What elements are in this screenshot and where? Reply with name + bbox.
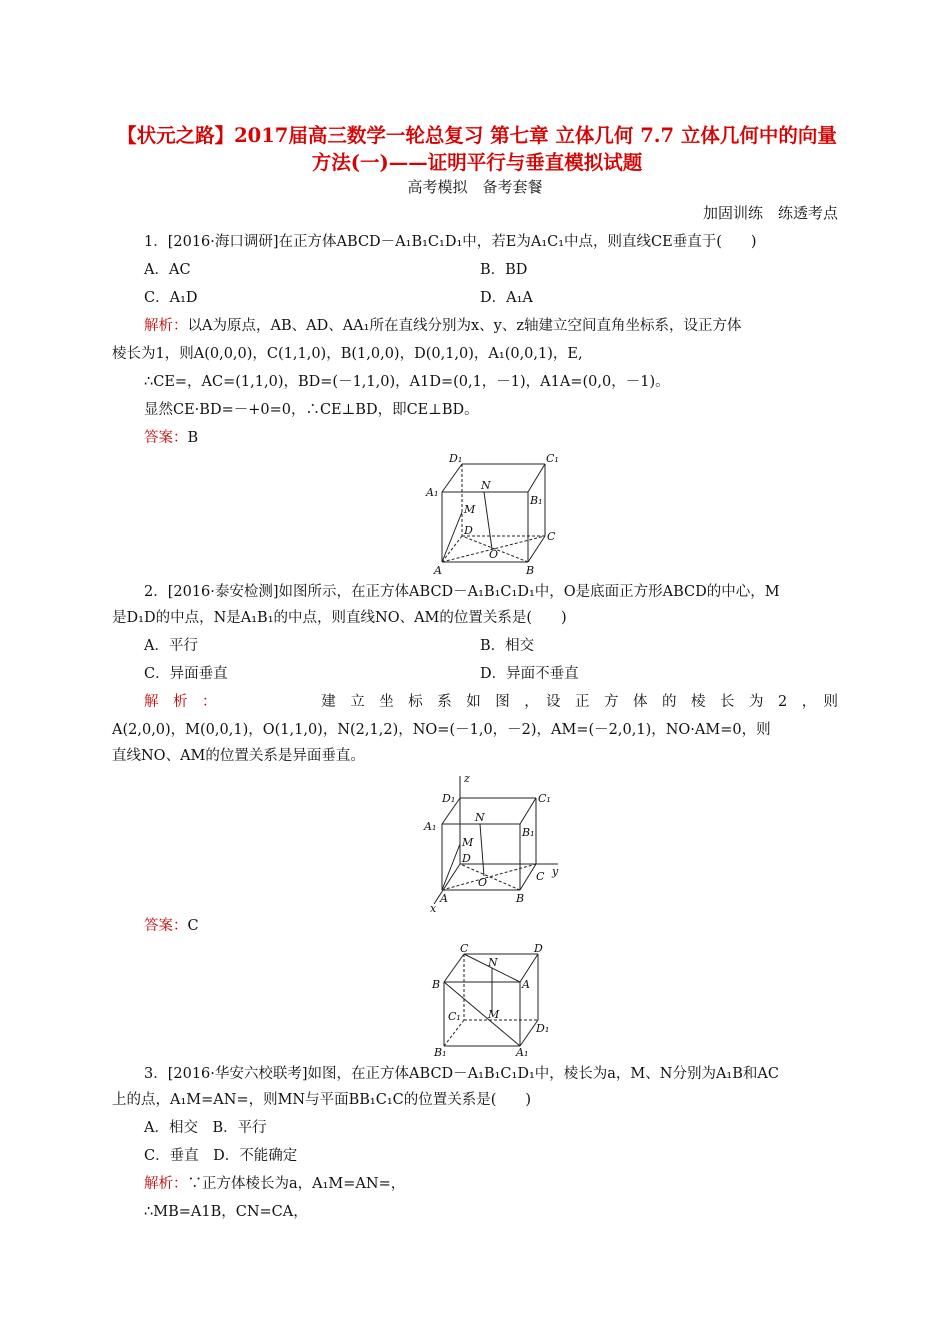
fig2-label-C: C [536,870,545,883]
fig1-label-A1: A₁ [426,486,439,499]
section-tag: 加固训练 练透考点 [702,204,838,222]
q2-answer-line [144,916,199,936]
fig3-label-D1: D₁ [536,1022,550,1035]
fig1-label-B: B [526,564,535,577]
figure-1-cube [420,452,565,577]
fig1-label-C1: C₁ [546,452,559,465]
q1-analysis-2: 棱长为1，则A(0,0,0)，C(1,1,0)，B(1,0,0)，D(0,1,0)，A₁(0,0,1)，E, [112,346,583,362]
q3-analysis-text: ∵正方体棱长为a，A₁M=AN=， [187,1176,406,1192]
fig1-label-M: M [464,503,476,516]
fig2-label-B: B [516,892,525,905]
fig3-label-C1: C₁ [448,1010,461,1023]
q3-options-cd: C．垂直 D．不能确定 [144,1148,298,1164]
q2-option-c: C．异面垂直 [144,666,228,682]
fig2-label-O: O [478,876,488,889]
fig2-label-N: N [475,811,485,824]
q2-option-a: A．平行 [144,638,198,654]
q1-analysis-label: 解析： [144,318,188,334]
q3-stem-1: 3．[2016·华安六校联考]如图，在正方体ABCD－A₁B₁C₁D₁中，棱长为a，M、N分别为A₁B和AC [144,1066,779,1082]
fig1-label-D: D [464,524,473,537]
fig1-label-N: N [481,479,491,492]
fig1-label-D1: D₁ [449,452,463,465]
fig2-label-A: A [440,892,448,905]
fig1-label-B1: B₁ [530,494,543,507]
q3-analysis-line [144,1174,405,1194]
q3-analysis-2: ∴MB=A1B，CN=CA， [144,1204,308,1220]
figure-3-cube [430,944,555,1059]
q2-answer: C [187,918,199,934]
fig3-label-M: M [488,1008,500,1021]
fig2-label-y: y [552,865,559,878]
q2-analysis-text: 建 立 坐 标 系 如 图 ， 设 正 方 体 的 棱 长 为 2 ， 则 [321,694,838,710]
q1-option-a: A．AC [144,262,191,278]
q2-stem-2: 是D₁D的中点，N是A₁B₁的中点，则直线NO、AM的位置关系是( ) [112,610,567,626]
q3-stem-2: 上的点，A₁M=AN=，则MN与平面BB₁C₁C的位置关系是( ) [112,1092,532,1108]
fig3-label-A: A [522,978,530,991]
fig2-label-A1: A₁ [424,820,437,833]
fig2-label-z: z [464,772,470,785]
q2-answer-label: 答案： [144,918,188,934]
q2-analysis-label: 解 析 ： [144,694,217,710]
q1-analysis-3: ∴CE=，AC=(1,1,0)，BD=(－1,1,0)，A1D=(0,1，－1)，A1A=(0,0，－1)。 [144,374,670,390]
q2-analysis-line [144,692,838,712]
q2-option-d: D．异面不垂直 [480,666,579,682]
fig3-label-C: C [460,942,469,955]
q1-stem: 1．[2016·海口调研]在正方体ABCD－A₁B₁C₁D₁中，若E为A₁C₁中点，则直线CE垂直于( ) [144,234,757,250]
q3-options-ab: A．相交 B．平行 [144,1120,267,1136]
q1-option-d: D．A₁A [480,290,533,306]
q3-analysis-label: 解析： [144,1176,188,1192]
fig2-label-x: x [430,902,437,915]
fig2-label-D: D [462,852,471,865]
q1-analysis-4: 显然CE·BD=－+0=0，∴CE⊥BD，即CE⊥BD。 [144,402,479,418]
figure-2-cube-axes [420,772,570,915]
fig3-label-B1: B₁ [434,1046,447,1059]
q2-analysis-2: A(2,0,0)，M(0,0,1)，O(1,1,0)，N(2,1,2)，NO=(－1,0，－2)，AM=(－2,0,1)，NO·AM=0，则 [112,722,771,738]
fig3-label-D: D [534,942,543,955]
fig3-label-B: B [432,978,441,991]
q1-option-c: C．A₁D [144,290,198,306]
fig3-label-A1: A₁ [516,1046,529,1059]
fig2-label-C1: C₁ [538,792,551,805]
fig2-label-B1: B₁ [522,826,535,839]
q2-option-b: B．相交 [480,638,535,654]
fig2-label-D1: D₁ [442,792,456,805]
fig1-label-A: A [434,564,442,577]
fig2-label-M: M [462,836,474,849]
q1-answer: B [187,430,199,446]
q1-answer-line [144,428,198,448]
q2-analysis-3: 直线NO、AM的位置关系是异面垂直。 [112,748,365,764]
fig3-label-N: N [488,956,498,969]
q1-option-b: B．BD [480,262,528,278]
subtitle: 高考模拟 备考套餐 [407,178,543,196]
fig1-label-C: C [547,530,556,543]
q1-answer-label: 答案： [144,430,188,446]
q1-analysis-text: 以A为原点，AB、AD、AA₁所在直线分别为x、y、z轴建立空间直角坐标系，设正方体 [187,318,742,334]
q1-analysis-line [144,316,741,336]
document-title: 【状元之路】2017届高三数学一轮总复习 第七章 立体几何 7.7 立体几何中的向量方法(一)——证明平行与垂直模拟试题 [117,124,837,174]
q2-stem-1: 2．[2016·泰安检测]如图所示，在正方体ABCD－A₁B₁C₁D₁中，O是底面正方形ABCD的中心，M [144,584,780,600]
fig1-label-O: O [489,548,499,561]
